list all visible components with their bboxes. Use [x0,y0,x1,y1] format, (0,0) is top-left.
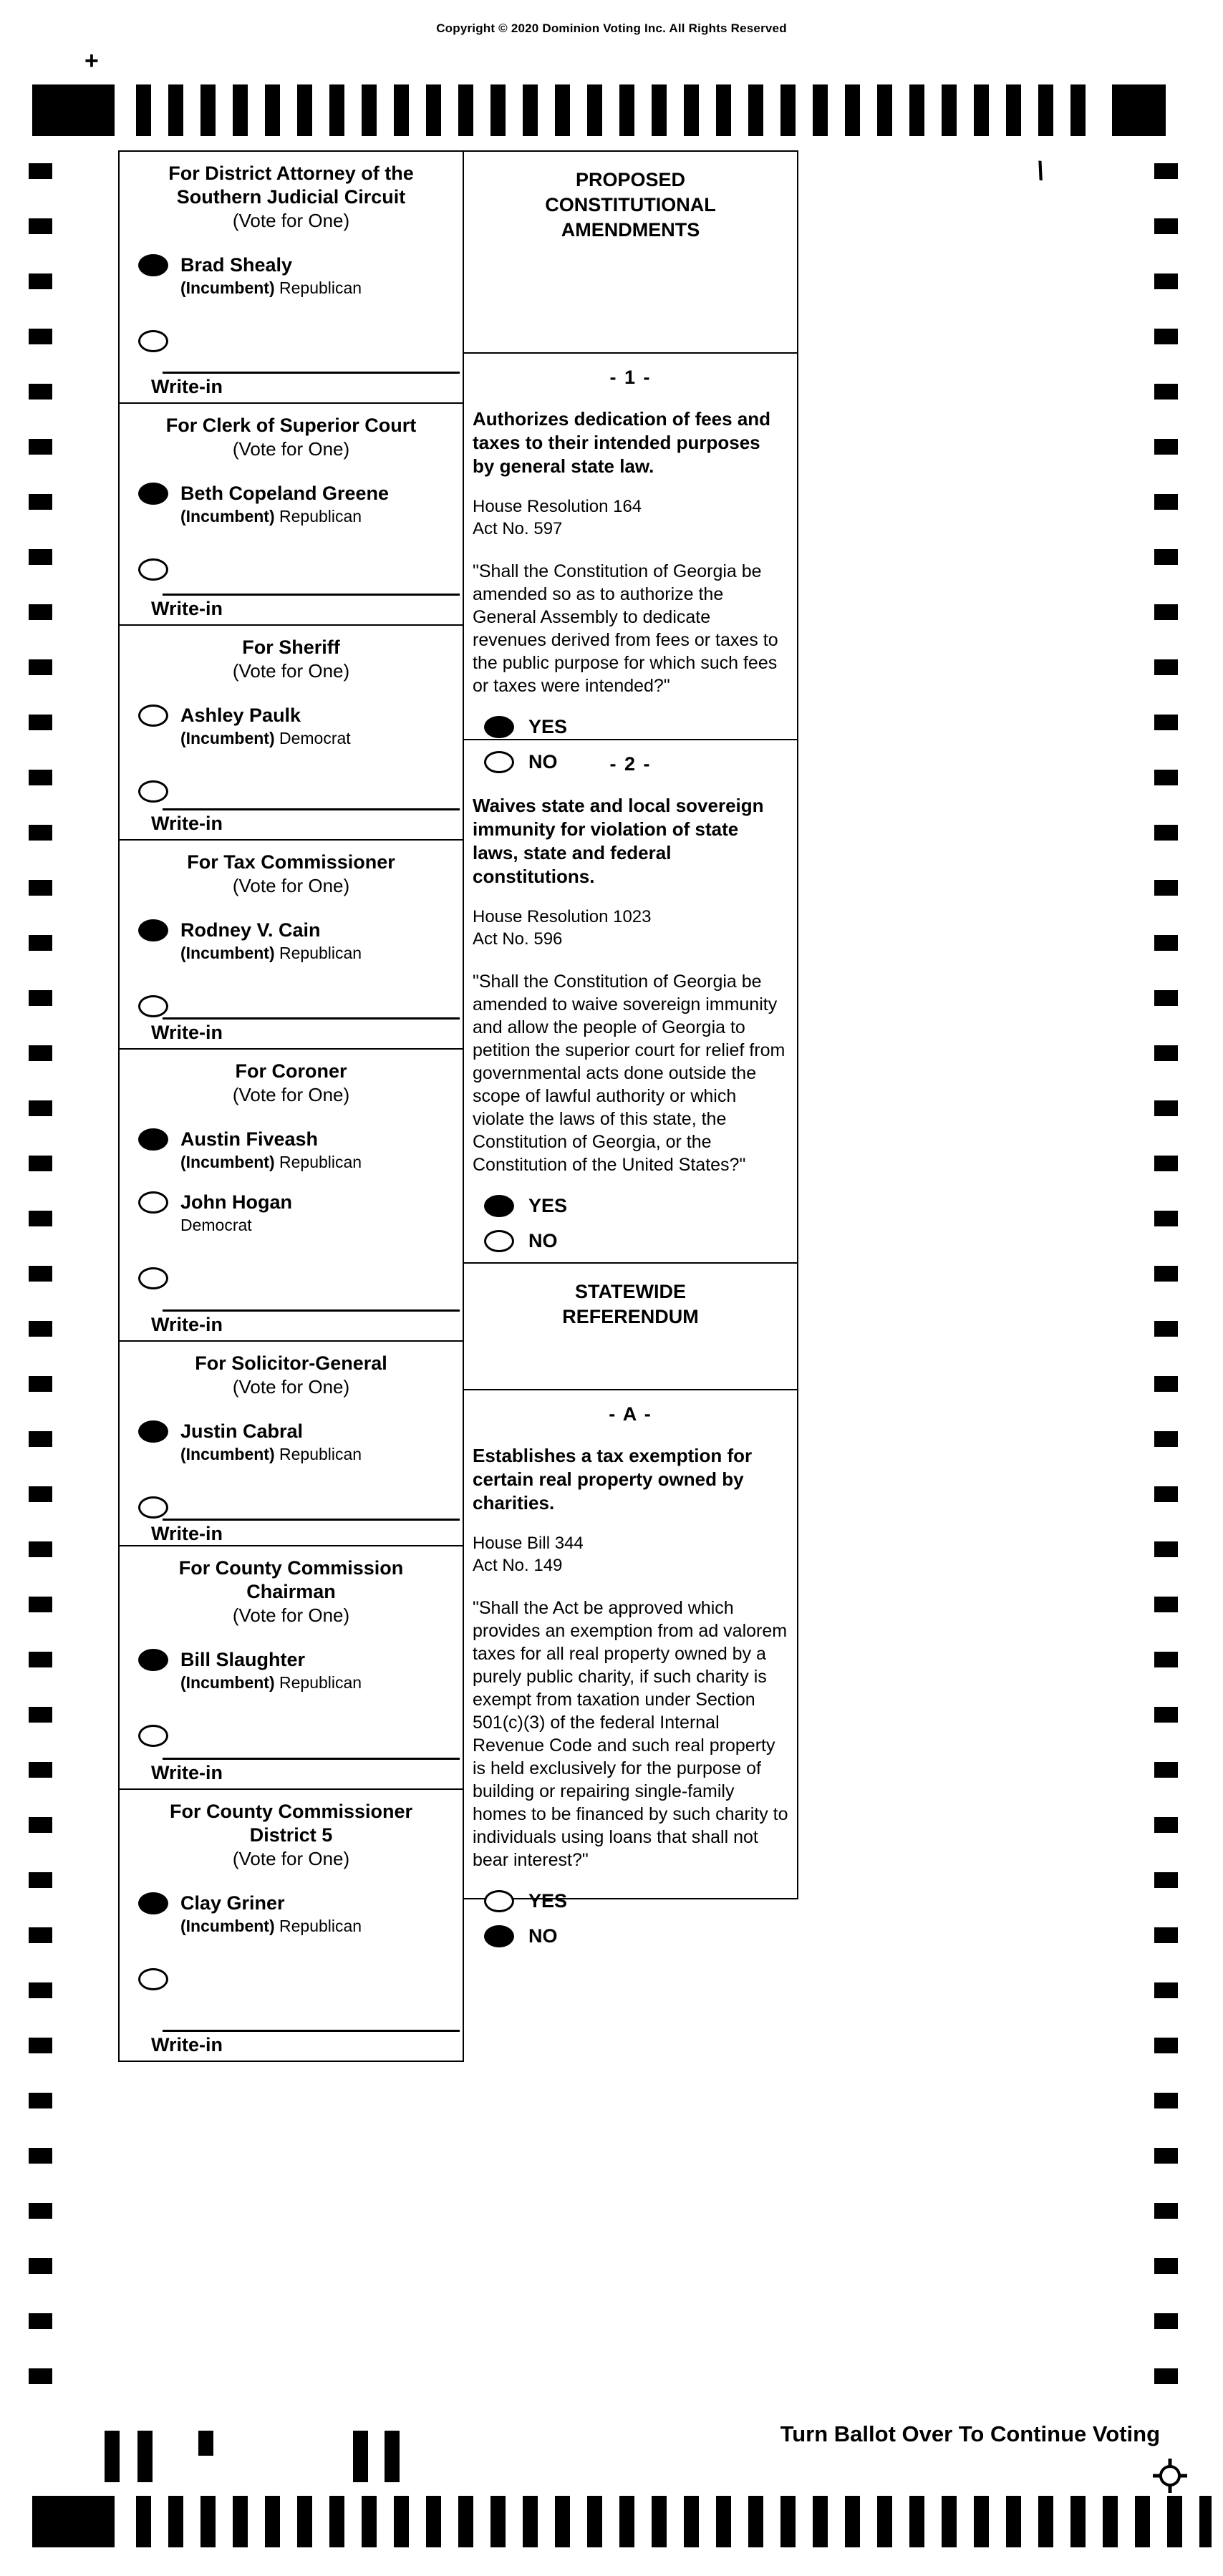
measure-referendum-a [464,1390,797,1947]
sheet-number: 19 [386,2447,398,2459]
contest-title-line: District 5 [249,1824,333,1846]
contest-title-line: For Solicitor-General [195,1352,387,1374]
write-in-line[interactable] [163,808,460,810]
measure-references [473,495,787,540]
bubble-write-in-commission-chairman[interactable] [138,1725,168,1747]
contest-title-line: Chairman [246,1581,336,1602]
incumbent-label: (Incumbent) [180,279,275,297]
bubble-write-in-commissioner-district-5[interactable] [138,1968,168,1990]
contest-title [120,636,463,659]
contest-district-attorney [120,152,463,404]
contest-title [120,162,463,209]
stray-pen-mark: \ [1035,155,1046,186]
contest-title-line: For Coroner [235,1060,347,1082]
bubble-beth-copeland-greene[interactable] [138,483,168,505]
write-in-area [120,1758,463,1788]
bubble-write-in-sheriff[interactable] [138,780,168,803]
candidate-row [138,704,463,749]
candidate-text [180,1128,362,1173]
write-in-bubble-row [138,558,463,581]
measure-amendment-1 [464,354,797,773]
reference-line: Act No. 149 [473,1556,563,1575]
incumbent-label: (Incumbent) [180,1917,275,1935]
write-in-area [120,2030,463,2061]
incumbent-label: (Incumbent) [180,1673,275,1692]
candidate-party [180,727,351,749]
candidate-text [180,1649,362,1693]
candidate-name: Clay Griner [180,1892,285,1914]
measure-question: "Shall the Constitution of Georgia be amended so as to authorize the General Assembly to dedicate revenues derived from fees or taxes to the public purpose for which such fees or taxes were intended?" [473,561,778,696]
write-in-bubble-row [138,995,463,1017]
party-label: Democrat [180,1216,252,1234]
bubble-yes-referendum-a[interactable] [484,1890,514,1912]
bubble-brad-shealy[interactable] [138,254,168,276]
write-in-label: Write-in [151,2034,223,2056]
contest-title-line: For Clerk of Superior Court [165,415,417,436]
bubble-austin-fiveash[interactable] [138,1128,168,1151]
no-label: NO [528,751,558,773]
reference-line: House Bill 344 [473,1534,584,1553]
write-in-area [120,594,463,624]
incumbent-label: (Incumbent) [180,729,275,747]
turn-ballot-over-text: Turn Ballot Over To Continue Voting [780,2421,1160,2446]
candidate-party [180,1915,362,1937]
write-in-label: Write-in [151,1022,223,1043]
contest-coroner [120,1050,463,1342]
amendments-header [464,152,797,354]
incumbent-label: (Incumbent) [180,1445,275,1463]
bubble-rodney-v-cain[interactable] [138,919,168,941]
vote-for-one-instruction: (Vote for One) [232,438,350,460]
contest-title-line: For District Attorney of the [168,163,414,184]
contest-title-line: For County Commissioner [169,1801,413,1822]
contest-title [120,851,463,874]
timing-marks-top [0,84,1223,136]
candidate-name: Bill Slaughter [180,1649,306,1670]
timing-bars-top [136,84,1103,136]
bubble-no-amendment-2[interactable] [484,1230,514,1252]
vote-for-one-instruction: (Vote for One) [232,1084,350,1105]
candidate-name: Rodney V. Cain [180,919,321,941]
contest-title [120,1556,463,1604]
vote-for-one-instruction: (Vote for One) [232,1848,350,1869]
write-in-area [120,1519,463,1549]
candidate-text [180,1892,362,1937]
write-in-label: Write-in [151,598,223,619]
candidate-name: Beth Copeland Greene [180,483,390,504]
candidate-text [180,483,389,527]
bubble-write-in-coroner[interactable] [138,1267,168,1289]
write-in-label: Write-in [151,813,223,834]
write-in-line[interactable] [163,1309,460,1312]
no-row [484,1230,797,1252]
party-label: Republican [279,1673,362,1692]
candidate-row [138,919,463,964]
ballot-id-bar [198,2431,213,2456]
write-in-area [120,1309,463,1340]
measure-summary: Authorizes dedication of fees and taxes to their intended purposes by general state law. [473,408,771,477]
vote-for-one-instruction: (Vote for One) [232,210,350,231]
party-label: Republican [279,1917,362,1935]
write-in-area [120,372,463,402]
candidate-text [180,1420,362,1465]
candidate-name: John Hogan [180,1191,292,1213]
party-label: Republican [279,507,362,526]
vote-for-one-instruction: (Vote for One) [232,660,350,682]
bubble-clay-griner[interactable] [138,1892,168,1914]
candidate-row [138,1191,463,1236]
measure-number: - 1 - [609,367,652,388]
write-in-bubble-row [138,1267,463,1289]
bubble-yes-amendment-1[interactable] [484,716,514,738]
write-in-area [120,1017,463,1048]
bubble-write-in-district-attorney[interactable] [138,330,168,352]
write-in-area [120,808,463,839]
write-in-bubble-row [138,1968,463,1990]
candidate-text [180,704,351,749]
header-line: STATEWIDE [575,1281,686,1302]
write-in-line[interactable] [163,1017,460,1020]
incumbent-label: (Incumbent) [180,944,275,962]
contest-sheriff [120,626,463,841]
contest-tax-commissioner [120,841,463,1050]
write-in-label: Write-in [151,1523,223,1544]
measure-references [473,906,787,950]
contest-title-line: For Sheriff [242,636,340,658]
contest-county-commission-chairman [120,1546,463,1790]
bubble-yes-amendment-2[interactable] [484,1195,514,1217]
candidate-party [180,1151,362,1173]
candidate-text [180,1191,292,1236]
write-in-bubble-row [138,1725,463,1747]
candidate-party [180,1214,292,1236]
candidate-row [138,483,463,527]
bubble-ashley-paulk[interactable] [138,704,168,727]
bubble-write-in-clerk[interactable] [138,558,168,581]
header-line: REFERENDUM [562,1306,699,1327]
write-in-label: Write-in [151,1314,223,1335]
write-in-line[interactable] [163,372,460,374]
contest-column [118,150,464,2062]
measure-summary: Establishes a tax exemption for certain real property owned by charities. [473,1445,753,1514]
measure-number: - A - [609,1403,652,1425]
timing-block-bottom-left [32,2496,115,2547]
vote-for-one-instruction: (Vote for One) [232,1604,350,1626]
party-label: Republican [279,279,362,297]
reference-line: House Resolution 164 [473,497,642,516]
header-line: CONSTITUTIONAL [545,194,716,216]
write-in-bubble-row [138,330,463,352]
candidate-row [138,254,463,299]
yes-row [484,1890,797,1912]
reference-line: House Resolution 1023 [473,907,652,926]
contest-county-commissioner-district-5 [120,1790,463,2061]
candidate-text [180,919,362,964]
candidate-text [180,254,362,299]
no-label: NO [528,1925,558,1947]
write-in-line[interactable] [163,1519,460,1521]
header-line: PROPOSED [575,169,686,190]
party-label: Democrat [279,729,351,747]
candidate-row [138,1892,463,1937]
measure-references [473,1532,787,1577]
candidate-row [138,1649,463,1693]
no-label: NO [528,1230,558,1251]
bubble-write-in-tax-commissioner[interactable] [138,995,168,1017]
measure-amendment-2 [464,740,797,1264]
ballot-id-bar [353,2431,368,2482]
timing-bars-bottom [136,2496,1212,2547]
timing-block-top-right [1112,84,1166,136]
candidate-party [180,505,389,527]
measure-summary: Waives state and local sovereign immunity for violation of state laws, state and federal constitutions. [473,795,764,887]
contest-title-line: For Tax Commissioner [187,851,395,873]
contest-title [120,414,463,437]
measure-question: "Shall the Act be approved which provides an exemption from ad valorem taxes for all real property owned by a purely public charity, if such charity is exempt from taxation under Section 501(c)(3) of the federal Internal Revenue Code and such real property is held exclusively for the purpose of building or repairing single-family homes to be financed by such charity to individuals using loans that shall not bear interest?" [473,1598,788,1870]
candidate-party [180,1443,362,1465]
contest-title-line: For County Commission [178,1557,404,1579]
contest-title [120,1060,463,1083]
ballot-id-bar [105,2431,120,2482]
write-in-line[interactable] [163,1758,460,1760]
yes-label: YES [528,1195,568,1216]
incumbent-label: (Incumbent) [180,507,275,526]
candidate-party [180,942,362,964]
timing-marks-bottom [0,2496,1223,2547]
bubble-justin-cabral[interactable] [138,1420,168,1443]
vote-for-one-instruction: (Vote for One) [232,1376,350,1398]
contest-title [120,1800,463,1847]
candidate-party [180,1672,362,1693]
candidate-name: Justin Cabral [180,1420,304,1442]
candidate-name: Ashley Paulk [180,704,301,726]
contest-solicitor-general [120,1342,463,1546]
ballot-id-bar [137,2431,153,2482]
party-label: Republican [279,1445,362,1463]
incumbent-label: (Incumbent) [180,1153,275,1171]
candidate-party [180,277,362,299]
timing-marks-right [1154,163,1178,2398]
write-in-line[interactable] [163,594,460,596]
party-label: Republican [279,1153,362,1171]
measure-number: - 2 - [609,753,652,775]
bubble-write-in-solicitor-general[interactable] [138,1496,168,1519]
yes-label: YES [528,1890,568,1912]
header-line: AMENDMENTS [561,219,700,241]
party-label: Republican [279,944,362,962]
candidate-row [138,1420,463,1465]
write-in-line[interactable] [163,2030,460,2032]
write-in-label: Write-in [151,376,223,397]
bubble-john-hogan[interactable] [138,1191,168,1214]
write-in-bubble-row [138,1496,463,1519]
reference-line: Act No. 597 [473,519,563,538]
vote-for-one-instruction: (Vote for One) [232,875,350,896]
write-in-bubble-row [138,780,463,803]
candidate-row [138,1128,463,1173]
bubble-bill-slaughter[interactable] [138,1649,168,1671]
contest-title-line: Southern Judicial Circuit [176,186,406,208]
reference-line: Act No. 596 [473,929,563,949]
timing-marks-left [29,163,52,2398]
timing-block-top-left [32,84,115,136]
copyright-text: Copyright © 2020 Dominion Voting Inc. All Rights Reserved [436,21,787,35]
referendum-header [464,1264,797,1390]
yes-label: YES [528,716,568,737]
no-row [484,1925,797,1947]
candidate-name: Austin Fiveash [180,1128,319,1150]
registration-target-icon [1151,2457,1189,2494]
plus-alignment-mark: + [84,47,99,74]
contest-title [120,1352,463,1375]
contest-clerk-superior-court [120,404,463,626]
yes-row [484,716,797,738]
bubble-no-referendum-a[interactable] [484,1925,514,1947]
write-in-label: Write-in [151,1762,223,1783]
candidate-name: Brad Shealy [180,254,293,276]
measure-question: "Shall the Constitution of Georgia be amended to waive sovereign immunity and allow the people of Georgia to petition the superior court for relief from governmental acts done outside the scope of lawful authority or which violate the laws of this state, the Constitution of Georgia, or the Constitution of the United States?" [473,972,785,1175]
yes-row [484,1195,797,1217]
measures-column [464,150,798,1947]
